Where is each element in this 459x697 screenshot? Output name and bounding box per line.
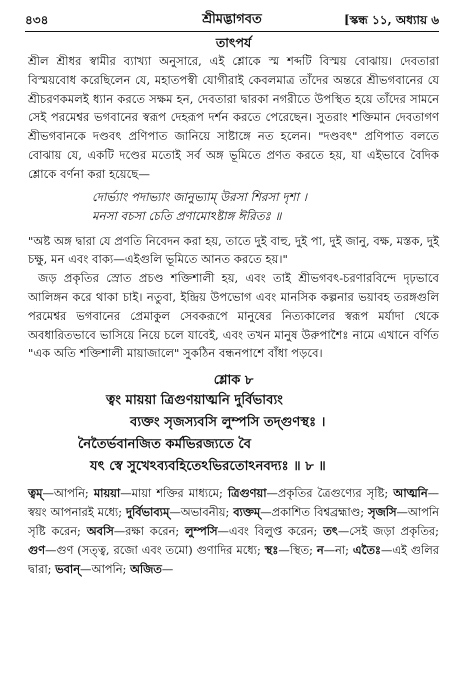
word-term: ভবান্ (55, 562, 81, 577)
purport-line: উরুপাশৈঃ নামে এখানে বর্ণিত "এক অতি শক্তিশালী মায়াজালে" সুকঠিন (28, 327, 439, 361)
purport-line: দৃঢ়ভাবে আলিঙ্গন করে থাকা চাই। নতুবা, ইন্দ্রিয় উপভোগ এবং মানসিক কল্পনার (28, 271, 439, 304)
purport-paragraph-2 (28, 269, 439, 363)
page-number: ৪৩৪ (25, 13, 49, 27)
word-term: ব্যক্তম্ (233, 505, 261, 520)
word-term: ন (316, 543, 324, 558)
word-meaning: —আপনি; (42, 486, 94, 501)
verse-line: মনসা বচসা চেতি প্রণামোঽষ্টাঙ্গ ঈরিতঃ ॥ (92, 208, 282, 223)
word-term: অজিত (129, 562, 162, 577)
purport-line: জড় প্রকৃতির স্রোত প্রচণ্ড শক্তিশালী হয়, এবং তাই শ্রীভগবৎ-চরণারবিন্দে (38, 271, 404, 286)
word-meaning: —না; (323, 543, 353, 558)
purport-line: স্বরূপ মর্যাদা থেকে অবধারিতভাবে ভাসিয়ে নিয়ে চলে যাবেই, এবং তখন মানুষ (28, 308, 440, 342)
word-term: দুর্বিভাব্যম্ (125, 505, 170, 520)
purport-heading: তাৎপর্য (215, 35, 252, 50)
purport-line: সাষ্টাঙ্গে নত হলেন। "দণ্ডবৎ" প্রণিপাত বলতে বোঝায় যে, একটি দণ্ডের মতোই (28, 129, 439, 162)
word-meaning: —অভাবনীয়; (169, 505, 234, 520)
verse-translation (28, 232, 439, 270)
page-content (28, 34, 439, 693)
word-term: গুণ (28, 543, 45, 558)
word-meaning: —মায়া শক্তির মাধ্যমে; (120, 486, 228, 501)
purport-line: শ্রীল শ্রীধর স্বামীর ব্যাখ্যা অনুসারে, এই শ্লোকে স্ম শব্দটি বিস্ময় বোঝায়। (28, 54, 400, 68)
word-meaning: —স্বয়ং আপনারই মধ্যে; (28, 486, 440, 520)
book-title: শ্রীমদ্ভাগবত (202, 12, 262, 27)
shloka-line: ত্বং মায়য়া ত্রিগুণয়াত্মনি দুর্বিভাব্যং (106, 393, 283, 409)
header-rule (25, 31, 439, 32)
translation-line: "অষ্ট অঙ্গ দ্বারা যে প্রণতি নিবেদন করা হয়, তাতে দুই বাহু, দুই পা, দুই জানু, (28, 233, 374, 248)
purport-line: ভয়াবহ তরঙ্গগুলি পরমেশ্বর ভগবানের প্রেমাকুল সেবকরূপে মানুষের নিত্যকালের (28, 289, 440, 323)
purport-line: শ্রীভগবানের যে শ্রীচরণকমলই ধ্যান করতে সক্ষম হন, দেবতারা দ্বারকা নগরীতে (28, 72, 440, 106)
word-meanings (28, 484, 439, 579)
word-meaning: —প্রকাশিত বিশ্বব্রহ্মাণ্ড; (260, 505, 369, 520)
chapter-reference: [স্কন্ধ ১১, অধ্যায় ৬ (343, 13, 439, 27)
word-term: এতৈঃ (352, 543, 381, 558)
purport-line: বন্ধনপাশে বাঁধা পড়বে। (218, 346, 323, 361)
purport-line: উপস্থিত হয়ে তাঁদের সামনে সেই পরমেশ্বর ভগবানের স্বরূপ দেহরূপ দর্শন করতে (28, 91, 439, 125)
word-term: ত্রিগুণয়া (227, 486, 267, 501)
page-header (25, 8, 439, 28)
word-term: লুম্পসি (185, 524, 218, 539)
word-term: আত্মনি (393, 486, 428, 501)
verse-line: দোর্ভ্যাং পদাভ্যাং জানুভ্যাম্ উরসা শিরসা দৃশা । (92, 189, 307, 204)
translation-line: বক্ষ, মস্তক, দুই চক্ষু, মন এবং বাক্য—এইগুলি ভূমিতে আনত করতে হয়।" (28, 233, 439, 267)
purport-line: দেবতারা বিস্ময়বোধ করেছিলেন যে, মহাতপস্বী যোগীরাই কেবলমাত্র তাঁদের অন্তরে (28, 54, 439, 87)
purport-line: সর্ব অঙ্গ ভূমিতে প্রণত করতে হয়, যা এইভাবে বৈদিক শ্লোকে বর্ণনা করা (28, 147, 439, 181)
word-term: স্থঃ (264, 543, 279, 558)
word-meaning: —স্থিত; (278, 543, 317, 558)
shloka-label: শ্লোক ৮ (213, 373, 254, 389)
purport-paragraph-1 (28, 52, 439, 184)
word-meaning: —এই গুলির দ্বারা; (28, 543, 439, 577)
word-term: অবসি (86, 524, 114, 539)
word-meaning: —সেই জড়া প্রকৃতির; (337, 524, 439, 539)
word-meaning: — (161, 562, 174, 577)
purport-line: হয়েছে— (109, 166, 150, 181)
shloka-line: যৎ স্বে সুখেঽব্যবহিতেঽভিরতোঽনবদ্যঃ ॥ ৮ ॥ (90, 459, 326, 475)
word-term: সৃজসি (368, 505, 397, 520)
word-meaning: —রক্ষা করেন; (113, 524, 186, 539)
word-meaning: —প্রকৃতির ত্রৈগুণ্যের সৃষ্টি; (266, 486, 394, 501)
shloka-line: নৈতৈর্ভবানজিত কর্মভিরজ্যতে বৈ (78, 437, 252, 453)
shloka-line: ব্যক্তং সৃজস্যবসি লুম্পসি তদ্গুণস্থঃ । (130, 415, 326, 431)
word-term: ত্বম্ (28, 486, 43, 501)
word-meaning: —আপনি সৃষ্টি করেন; (28, 505, 439, 539)
word-meaning: —আপনি; (80, 562, 130, 577)
word-meaning: —গুণ (সত্ত্ব, রজো এবং তমো) গুণাদির মধ্যে; (45, 543, 265, 558)
word-term: মায়য়া (93, 486, 121, 501)
purport-line: পেরেছেন। সুতরাং শক্তিমান দেবতাগণ শ্রীভগবানকে দণ্ডবৎ প্রণিপাত জানিয়ে (28, 110, 439, 144)
word-meaning: —এবং বিলুপ্ত করেন; (217, 524, 324, 539)
word-term: তৎ (323, 524, 338, 539)
vedic-verse (28, 188, 439, 226)
